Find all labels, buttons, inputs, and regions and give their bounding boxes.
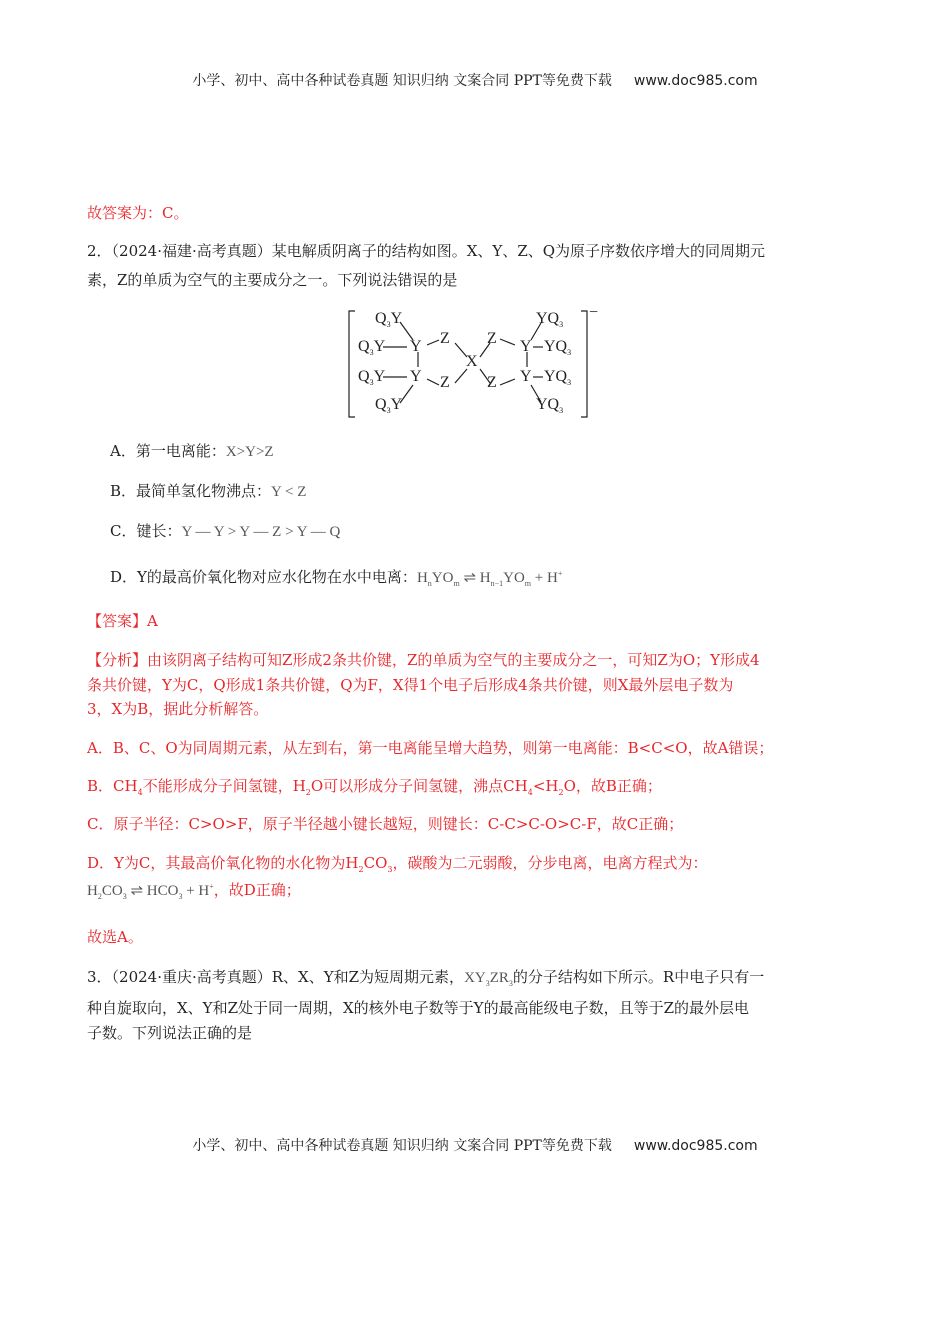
prev-answer: 故答案为：C。 <box>87 204 189 222</box>
q3-stem-line1: 3．（2024·重庆·高考真题）R、X、Y和Z为短周期元素，$XY_3ZR_3$的分子结构如下所示。R中电子只有一 <box>87 968 765 988</box>
label-y: Y <box>410 368 422 385</box>
q2-stem-line1: 2．（2024·福建·高考真题）某电解质阴离子的结构如图。X、Y、Z、Q为原子序数依序增大的同周期元 <box>87 242 766 260</box>
label-yq3: $YQ_3$ <box>544 338 572 358</box>
analysis-line1: 【分析】由该阴离子结构可知Z形成2条共价键，Z的单质为空气的主要成分之一，可知Z为O；Y形成4 <box>87 651 760 669</box>
footer-text: 小学、初中、高中各种试卷真题 知识归纳 文案合同 PPT等免费下载 <box>192 1138 612 1154</box>
label-q3y: $Q_3Y$ <box>358 338 386 358</box>
header-url[interactable]: www.doc985.com <box>633 73 758 89</box>
analysis-line2: 条共价键，Y为C，Q形成1条共价键，Q为F，X得1个电子后形成4条共价键，则X最外层电子数为 <box>87 676 734 694</box>
option-d: D．Y的最高价氧化物对应水化物在水中电离：$H_nYO_m$ ⇌ $H_{n-1}YO_m + H^+$ <box>110 568 563 588</box>
label-z: Z <box>487 374 497 391</box>
label-q3y: $Q_3Y$ <box>375 310 403 330</box>
analysis-line3: 3，X为B，据此分析解答。 <box>87 700 269 718</box>
answer: 【答案】A <box>87 612 158 630</box>
q2-stem-line2: 素，Z的单质为空气的主要成分之一。下列说法错误的是 <box>87 271 458 289</box>
page-header <box>0 70 950 90</box>
label-yq3: $YQ_3$ <box>544 368 572 388</box>
q3-stem-line2: 种自旋取向，X、Y和Z处于同一周期，X的核外电子数等于Y的最高能级电子数，且等于Z的最外层电 <box>87 999 750 1017</box>
header-text: 小学、初中、高中各种试卷真题 知识归纳 文案合同 PPT等免费下载 <box>192 73 612 89</box>
explain-a: A．B、C、O为同周期元素，从左到右，第一电离能呈增大趋势，则第一电离能：B<C<O，故A错误； <box>87 739 774 757</box>
option-c: C．键长：Y — Y > Y — Z > Y — Q <box>110 522 341 540</box>
label-q3y: $Q_3Y$ <box>375 396 403 416</box>
label-yq3: $YQ_3$ <box>536 396 564 416</box>
option-a: A．第一电离能：X>Y>Z <box>110 442 274 460</box>
label-y: Y <box>520 338 532 355</box>
explain-b: B．$CH_4$不能形成分子间氢键，$H_2O$可以形成分子间氢键，沸点$CH_4<H_2O$，故B正确； <box>87 777 662 797</box>
page-footer <box>0 1135 950 1155</box>
explain-d-equation: $H_2CO_3$ ⇌ $HCO_3 + H^+$，故D正确； <box>87 881 301 901</box>
footer-url[interactable]: www.doc985.com <box>633 1138 758 1154</box>
label-y: Y <box>410 338 422 355</box>
label-y: Y <box>520 368 532 385</box>
charge-sign: − <box>589 304 599 321</box>
explain-c: C．原子半径：C>O>F，原子半径越小键长越短，则键长：C-C>C-O>C-F，故C正确； <box>87 815 684 833</box>
explain-d: D．Y为C，其最高价氧化物的水化物为$H_2CO_3$，碳酸为二元弱酸，分步电离，电离方程式为： <box>87 854 708 874</box>
choose: 故选A。 <box>87 928 143 946</box>
label-z: Z <box>487 330 497 347</box>
label-yq3: $YQ_3$ <box>536 310 564 330</box>
label-q3y: $Q_3Y$ <box>358 368 386 388</box>
q3-stem-line3: 子数。下列说法正确的是 <box>87 1024 253 1042</box>
label-z: Z <box>440 374 450 391</box>
option-b: B．最简单氢化物沸点：Y < Z <box>110 482 307 500</box>
anion-structure-diagram <box>345 305 605 423</box>
label-x: X <box>466 353 478 370</box>
label-z: Z <box>440 330 450 347</box>
